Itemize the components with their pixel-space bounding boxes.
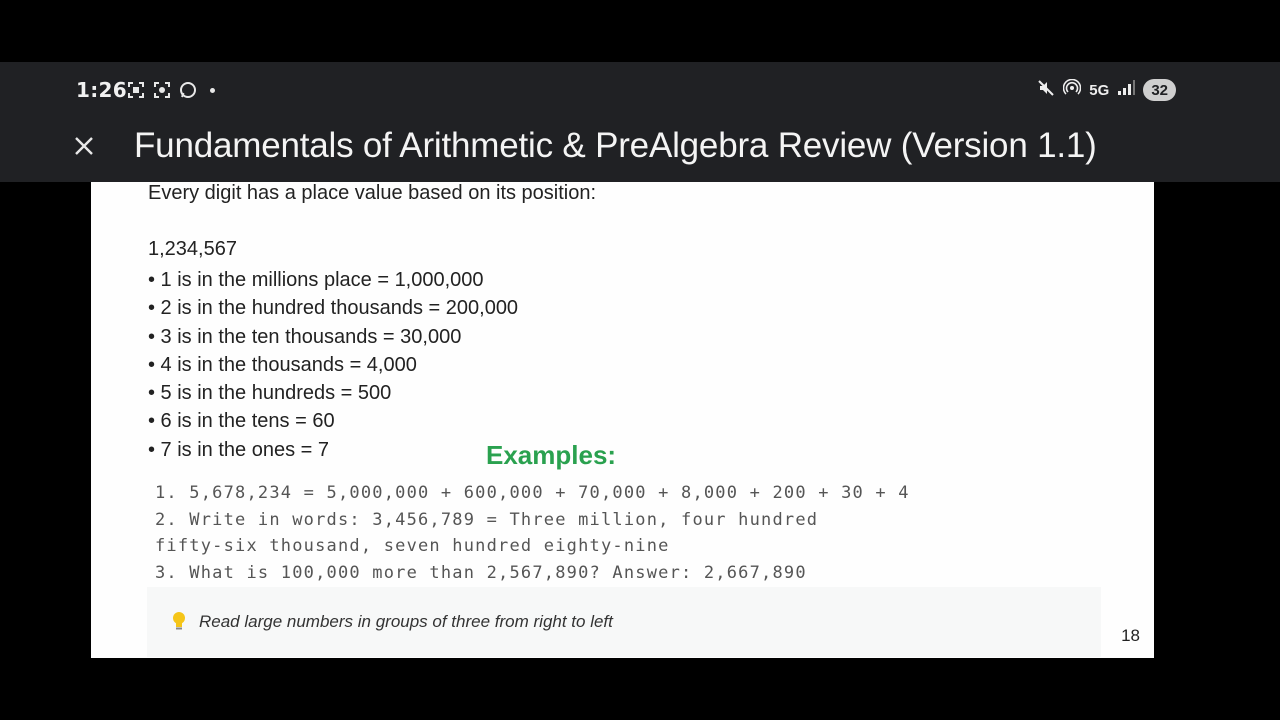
tip-text: Read large numbers in groups of three from right to left — [199, 612, 613, 631]
notification-icons — [126, 80, 215, 100]
example-line: 3. What is 100,000 more than 2,567,890? Answer: 2,667,890 — [155, 562, 807, 583]
title-bar — [0, 118, 1280, 182]
list-item: • 6 is in the tens = 60 — [148, 410, 335, 433]
list-item: • 1 is in the millions place = 1,000,000 — [148, 269, 484, 291]
document-title: Fundamentals of Arithmetic & PreAlgebra Review (Version 1.1) — [134, 126, 1097, 165]
list-item: • 7 is in the ones = 7 — [148, 438, 330, 461]
slide-page — [91, 182, 1154, 658]
page-number: 18 — [1121, 626, 1140, 645]
mute-icon — [1037, 79, 1055, 101]
screen-record-icon — [152, 80, 172, 100]
top-app-bar — [0, 62, 1280, 182]
example-line: 1. 5,678,234 = 5,000,000 + 600,000 + 70,000 + 8,000 + 200 + 30 + 4 — [155, 483, 910, 503]
more-notifications-dot — [210, 88, 215, 93]
place-value-list — [148, 266, 518, 464]
example-number: 1,234,567 — [148, 238, 237, 260]
whatsapp-icon — [178, 80, 198, 100]
examples-heading: Examples: — [486, 440, 617, 470]
close-icon — [72, 134, 96, 158]
list-item: • 5 is in the hundreds = 500 — [148, 382, 392, 405]
signal-icon — [1117, 80, 1135, 100]
examples-list — [155, 480, 910, 586]
status-time: 1:26 — [76, 78, 127, 102]
list-item: • 4 is in the thousands = 4,000 — [148, 353, 417, 376]
battery-level: 32 — [1151, 81, 1168, 99]
battery-indicator — [1143, 79, 1176, 101]
close-button[interactable] — [66, 128, 102, 164]
hotspot-icon — [1063, 79, 1081, 101]
list-item: • 2 is in the hundred thousands = 200,000 — [148, 297, 519, 320]
network-label: 5G — [1089, 81, 1110, 99]
system-status — [1037, 79, 1176, 101]
example-line: 2. Write in words: 3,456,789 = Three million, four hundred — [155, 509, 819, 530]
screenshot-icon — [126, 80, 146, 100]
list-item: • 3 is in the ten thousands = 30,000 — [148, 325, 462, 348]
slide-intro: Every digit has a place value based on its position: — [148, 182, 597, 204]
tip-box — [147, 587, 1101, 657]
lightbulb-icon — [171, 611, 187, 636]
example-line: fifty-six thousand, seven hundred eighty-nine — [155, 536, 670, 557]
status-bar — [0, 62, 1280, 118]
